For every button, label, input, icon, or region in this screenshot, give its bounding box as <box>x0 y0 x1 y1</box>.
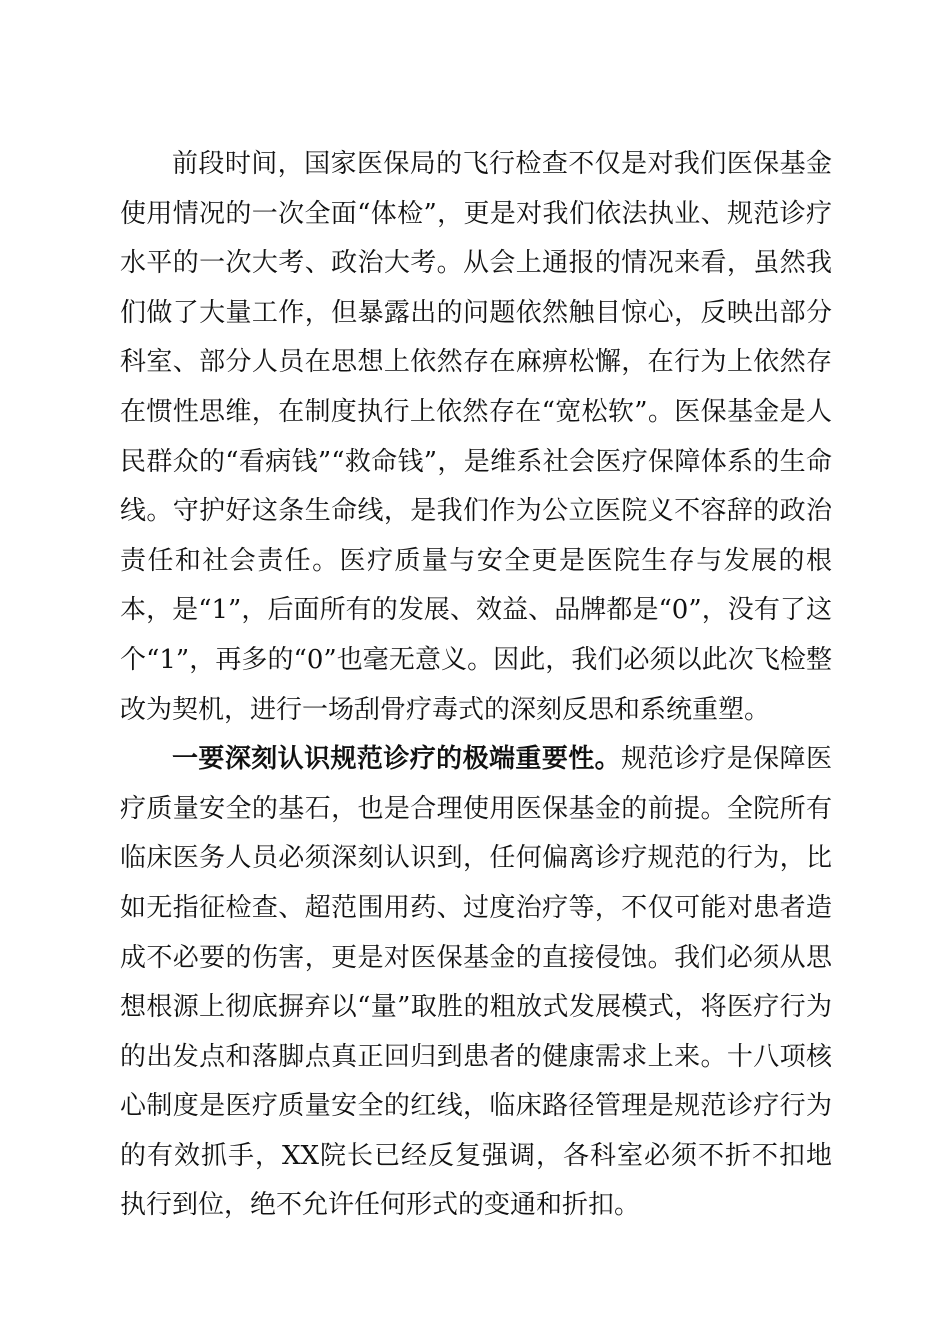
paragraph-intro: 前段时间，国家医保局的飞行检查不仅是对我们医保基金使用情况的一次全面“体检”，更是对我们依法执业、规范诊疗水平的一次大考、政治大考。从会上通报的情况来看，虽然我们做了大量工作，但暴露出的问题依然触目惊心，反映出部分科室、部分人员在思想上依然存在麻痹松懈，在行为上依然存在惯性思维，在制度执行上依然存在“宽松软”。医保基金是人民群众的“看病钱”“救命钱”，是维系社会医疗保障体系的生命线。守护好这条生命线，是我们作为公立医院义不容辞的政治责任和社会责任。医疗质量与安全更是医院生存与发展的根本，是“1”，后面所有的发展、效益、品牌都是“0”，没有了这个“1”，再多的“0”也毫无意义。因此，我们必须以此次飞检整改为契机，进行一场刮骨疗毒式的深刻反思和系统重塑。 <box>120 149 832 725</box>
paragraph-point-one <box>120 735 832 1231</box>
document-page <box>120 140 832 1231</box>
point-one-body: 规范诊疗是保障医疗质量安全的基石，也是合理使用医保基金的前提。全院所有临床医务人员必须深刻认识到，任何偏离诊疗规范的行为，比如无指征检查、超范围用药、过度治疗等，不仅可能对患者造成不必要的伤害，更是对医保基金的直接侵蚀。我们必须从思想根源上彻底摒弃以“量”取胜的粗放式发展模式，将医疗行为的出发点和落脚点真正回归到患者的健康需求上来。十八项核心制度是医疗质量安全的红线，临床路径管理是规范诊疗行为的有效抓手，XX院长已经反复强调，各科室必须不折不扣地执行到位，绝不允许任何形式的变通和折扣。 <box>120 744 832 1221</box>
point-one-heading: 一要深刻认识规范诊疗的极端重要性。 <box>172 744 622 775</box>
